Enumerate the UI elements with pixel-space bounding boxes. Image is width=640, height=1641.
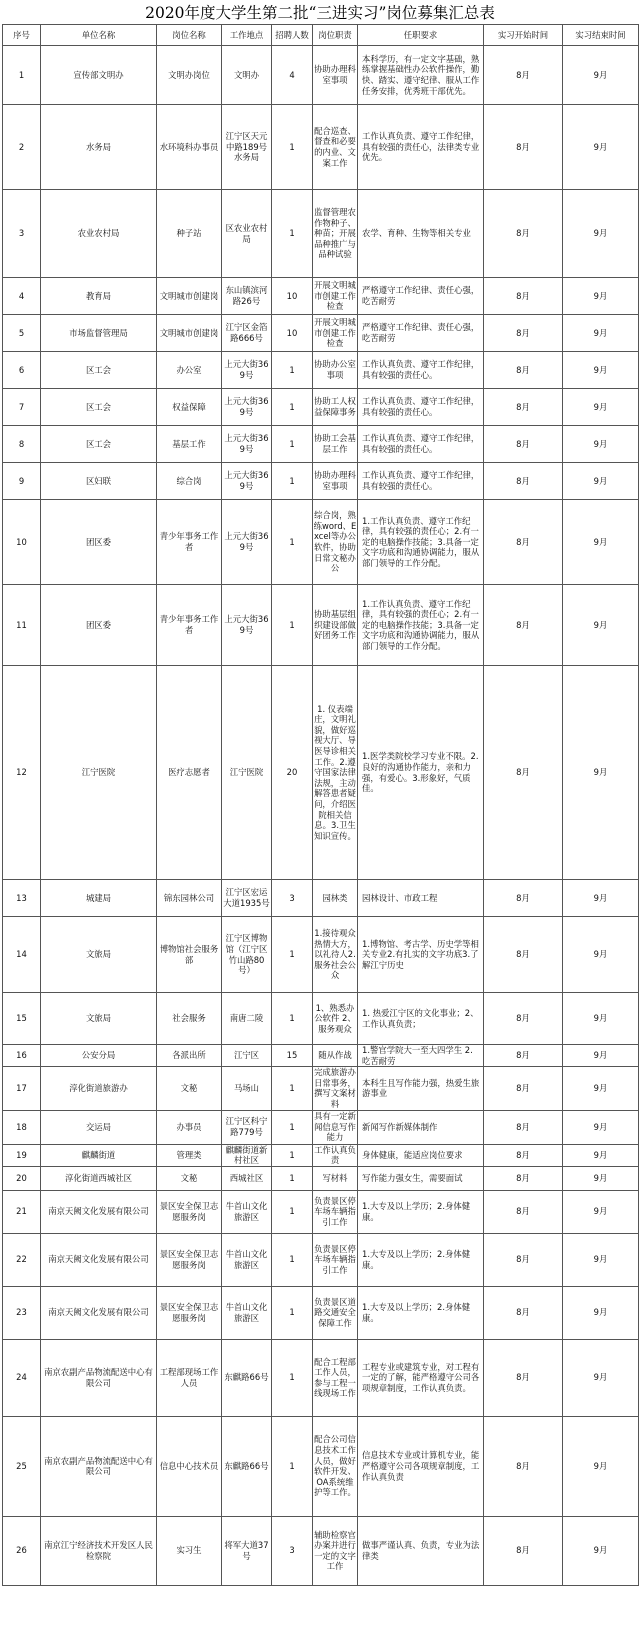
cell-place: 南唐二陵 <box>222 993 272 1045</box>
cell-requirements: 1.博物馆、考古学、历史学等相关专业2.有扎实的文字功底3.了解江宁历史 <box>358 917 484 993</box>
cell-start: 8月 <box>484 880 563 917</box>
cell-no: 18 <box>3 1110 41 1144</box>
cell-duty: 协助办理科室事项 <box>313 463 358 500</box>
cell-requirements: 工程专业或建筑专业，对工程有一定的了解，能严格遵守公司各项规章制度，工作认真负责。 <box>358 1339 484 1416</box>
cell-unit: 麒麟街道 <box>41 1144 157 1166</box>
col-header-requirements: 任职要求 <box>358 25 484 46</box>
cell-requirements: 1.警官学院大一至大四学生 2.吃苦耐劳 <box>358 1045 484 1067</box>
cell-requirements: 本科学历，有一定文字基础，熟练掌握基础性办公软件操作，勤快、踏实、遵守纪律、服从工作任务安排，优秀班干部优先。 <box>358 46 484 105</box>
cell-place: 上元大街369号 <box>222 500 272 585</box>
cell-requirements: 1.工作认真负责、遵守工作纪律，具有较强的责任心；2.有一定的电脑操作技能；3.具备一定文字功底和沟通协调能力，服从部门领导的工作分配。 <box>358 585 484 666</box>
cell-no: 1 <box>3 46 41 105</box>
cell-place: 江宁区 <box>222 1045 272 1067</box>
cell-no: 12 <box>3 666 41 880</box>
table-row <box>3 426 639 463</box>
cell-end: 9月 <box>563 993 639 1045</box>
table-row <box>3 1233 639 1286</box>
cell-end: 9月 <box>563 1190 639 1233</box>
cell-unit: 农业农村局 <box>41 190 157 278</box>
cell-unit: 公安分局 <box>41 1045 157 1067</box>
cell-end: 9月 <box>563 1286 639 1339</box>
cell-unit: 南京天阙文化发展有限公司 <box>41 1190 157 1233</box>
cell-end: 9月 <box>563 46 639 105</box>
cell-count: 1 <box>272 1166 313 1190</box>
cell-no: 24 <box>3 1339 41 1416</box>
table-row <box>3 1166 639 1190</box>
cell-place: 江宁区科宁路779号 <box>222 1110 272 1144</box>
cell-place: 上元大街369号 <box>222 463 272 500</box>
cell-no: 26 <box>3 1516 41 1585</box>
cell-place: 文明办 <box>222 46 272 105</box>
cell-place: 马场山 <box>222 1067 272 1110</box>
table-row <box>3 46 639 105</box>
cell-no: 7 <box>3 389 41 426</box>
cell-count: 20 <box>272 666 313 880</box>
cell-start: 8月 <box>484 105 563 190</box>
cell-end: 9月 <box>563 880 639 917</box>
cell-place: 东麒路66号 <box>222 1416 272 1516</box>
table-row <box>3 1190 639 1233</box>
col-header-post: 岗位名称 <box>157 25 222 46</box>
cell-duty: 协助基层组织建设部做好团务工作 <box>313 585 358 666</box>
cell-requirements: 园林设计、市政工程 <box>358 880 484 917</box>
cell-start: 8月 <box>484 1110 563 1144</box>
cell-unit: 教育局 <box>41 278 157 315</box>
cell-place: 牛首山文化旅游区 <box>222 1190 272 1233</box>
cell-start: 8月 <box>484 1144 563 1166</box>
cell-no: 2 <box>3 105 41 190</box>
cell-place: 江宁医院 <box>222 666 272 880</box>
table-row <box>3 993 639 1045</box>
cell-unit: 南京农副产品物流配送中心有限公司 <box>41 1339 157 1416</box>
cell-requirements: 严格遵守工作纪律、责任心强，吃苦耐劳 <box>358 315 484 352</box>
cell-no: 21 <box>3 1190 41 1233</box>
cell-start: 8月 <box>484 1516 563 1585</box>
cell-duty: 综合岗，熟练word、Excel等办公软件，协助日常文秘办公 <box>313 500 358 585</box>
cell-requirements: 本科生且写作能力强，热爱生旅游事业 <box>358 1067 484 1110</box>
cell-unit: 团区委 <box>41 585 157 666</box>
table-row <box>3 917 639 993</box>
cell-requirements: 1.大专及以上学历；2.身体健康。 <box>358 1233 484 1286</box>
cell-place: 上元大街369号 <box>222 352 272 389</box>
cell-end: 9月 <box>563 1339 639 1416</box>
cell-no: 10 <box>3 500 41 585</box>
cell-place: 江宁区宏运大道1935号 <box>222 880 272 917</box>
cell-duty: 负责景区道路交通安全保障工作 <box>313 1286 358 1339</box>
cell-post: 景区安全保卫志愿服务岗 <box>157 1190 222 1233</box>
cell-no: 25 <box>3 1416 41 1516</box>
table-row <box>3 500 639 585</box>
cell-count: 10 <box>272 278 313 315</box>
table-row <box>3 105 639 190</box>
table-row <box>3 389 639 426</box>
cell-post: 综合岗 <box>157 463 222 500</box>
cell-requirements: 农学、育种、生物等相关专业 <box>358 190 484 278</box>
cell-unit: 文旅局 <box>41 993 157 1045</box>
col-header-count: 招聘人数 <box>272 25 313 46</box>
cell-unit: 文旅局 <box>41 917 157 993</box>
cell-unit: 水务局 <box>41 105 157 190</box>
recruitment-table <box>2 24 639 1586</box>
cell-post: 信息中心技术员 <box>157 1416 222 1516</box>
cell-count: 1 <box>272 917 313 993</box>
cell-place: 东山镇滨河路26号 <box>222 278 272 315</box>
cell-duty: 协助办理科室事项 <box>313 46 358 105</box>
cell-start: 8月 <box>484 1286 563 1339</box>
cell-end: 9月 <box>563 666 639 880</box>
cell-unit: 交运局 <box>41 1110 157 1144</box>
cell-unit: 区工会 <box>41 426 157 463</box>
cell-requirements: 严格遵守工作纪律、责任心强，吃苦耐劳 <box>358 278 484 315</box>
cell-post: 医疗志愿者 <box>157 666 222 880</box>
cell-end: 9月 <box>563 105 639 190</box>
cell-start: 8月 <box>484 46 563 105</box>
cell-unit: 南京天阙文化发展有限公司 <box>41 1286 157 1339</box>
cell-requirements: 工作认真负责、遵守工作纪律，具有较强的责任心。 <box>358 426 484 463</box>
cell-end: 9月 <box>563 917 639 993</box>
cell-duty: 辅助检察官办案并进行一定的文字工作 <box>313 1516 358 1585</box>
cell-end: 9月 <box>563 1110 639 1144</box>
cell-unit: 南京天阙文化发展有限公司 <box>41 1233 157 1286</box>
cell-duty: 协助工会基层工作 <box>313 426 358 463</box>
cell-count: 15 <box>272 1045 313 1067</box>
cell-no: 15 <box>3 993 41 1045</box>
cell-post: 实习生 <box>157 1516 222 1585</box>
cell-duty: 配合公司信息技术工作人员，做好软件开发、OA系统维护等工作。 <box>313 1416 358 1516</box>
cell-no: 5 <box>3 315 41 352</box>
cell-end: 9月 <box>563 463 639 500</box>
cell-requirements: 做事严谨认真、负责，专业为法律类 <box>358 1516 484 1585</box>
cell-count: 1 <box>272 993 313 1045</box>
cell-requirements: 1. 热爱江宁区的文化事业；2、工作认真负责； <box>358 993 484 1045</box>
cell-end: 9月 <box>563 1144 639 1166</box>
cell-post: 办公室 <box>157 352 222 389</box>
cell-start: 8月 <box>484 389 563 426</box>
cell-unit: 区妇联 <box>41 463 157 500</box>
cell-place: 江宁区天元中路189号水务局 <box>222 105 272 190</box>
cell-post: 文明城市创建岗 <box>157 315 222 352</box>
cell-end: 9月 <box>563 500 639 585</box>
cell-end: 9月 <box>563 190 639 278</box>
cell-requirements: 信息技术专业或计算机专业，能严格遵守公司各项规章制度，工作认真负责 <box>358 1416 484 1516</box>
table-row <box>3 1144 639 1166</box>
cell-duty: 园林类 <box>313 880 358 917</box>
cell-count: 1 <box>272 190 313 278</box>
table-row <box>3 1339 639 1416</box>
cell-start: 8月 <box>484 1166 563 1190</box>
cell-start: 8月 <box>484 426 563 463</box>
cell-count: 1 <box>272 1233 313 1286</box>
cell-post: 青少年事务工作者 <box>157 585 222 666</box>
cell-no: 16 <box>3 1045 41 1067</box>
cell-post: 文秘 <box>157 1166 222 1190</box>
cell-start: 8月 <box>484 917 563 993</box>
cell-no: 11 <box>3 585 41 666</box>
cell-count: 1 <box>272 105 313 190</box>
cell-requirements: 1.工作认真负责、遵守工作纪律，具有较强的责任心；2.有一定的电脑操作技能；3.具备一定文字功底和沟通协调能力，服从部门领导的工作分配。 <box>358 500 484 585</box>
cell-post: 青少年事务工作者 <box>157 500 222 585</box>
cell-start: 8月 <box>484 1045 563 1067</box>
cell-place: 东麒路66号 <box>222 1339 272 1416</box>
cell-place: 麒麟街道新村社区 <box>222 1144 272 1166</box>
cell-place: 西城社区 <box>222 1166 272 1190</box>
document <box>2 2 638 1586</box>
cell-count: 1 <box>272 1067 313 1110</box>
cell-requirements: 1.大专及以上学历；2.身体健康。 <box>358 1190 484 1233</box>
cell-post: 文明办岗位 <box>157 46 222 105</box>
cell-requirements: 身体健康，能适应岗位要求 <box>358 1144 484 1166</box>
col-header-start: 实习开始时间 <box>484 25 563 46</box>
cell-requirements: 工作认真负责、遵守工作纪律，具有较强的责任心。 <box>358 352 484 389</box>
cell-duty: 完成旅游办日常事务，撰写文案材料 <box>314 1067 356 1109</box>
cell-unit: 市场监督管理局 <box>41 315 157 352</box>
cell-requirements: 写作能力强女生，需要面试 <box>358 1166 484 1190</box>
col-header-no: 序号 <box>3 25 41 46</box>
cell-duty: 工作认真负责 <box>314 1144 356 1166</box>
cell-post: 权益保障 <box>157 389 222 426</box>
cell-post: 水环境科办事员 <box>157 105 222 190</box>
cell-no: 19 <box>3 1144 41 1166</box>
cell-start: 8月 <box>484 1233 563 1286</box>
cell-end: 9月 <box>563 1516 639 1585</box>
cell-no: 14 <box>3 917 41 993</box>
cell-no: 4 <box>3 278 41 315</box>
cell-unit: 宣传部文明办 <box>41 46 157 105</box>
cell-place: 上元大街369号 <box>222 389 272 426</box>
cell-start: 8月 <box>484 190 563 278</box>
cell-count: 1 <box>272 389 313 426</box>
cell-unit: 区工会 <box>41 352 157 389</box>
table-row <box>3 1067 639 1110</box>
cell-duty: 随从作战 <box>313 1045 358 1067</box>
cell-no: 13 <box>3 880 41 917</box>
cell-duty: 负责景区停车场车辆指引工作 <box>313 1190 358 1233</box>
cell-count: 1 <box>272 1286 313 1339</box>
col-header-end: 实习结束时间 <box>563 25 639 46</box>
table-row <box>3 1045 639 1067</box>
cell-count: 3 <box>272 1516 313 1585</box>
cell-post: 社会服务 <box>157 993 222 1045</box>
cell-no: 22 <box>3 1233 41 1286</box>
cell-post: 基层工作 <box>157 426 222 463</box>
col-header-place: 工作地点 <box>222 25 272 46</box>
table-row <box>3 1516 639 1585</box>
cell-start: 8月 <box>484 1067 563 1110</box>
col-header-unit: 单位名称 <box>41 25 157 46</box>
cell-count: 1 <box>272 426 313 463</box>
cell-start: 8月 <box>484 315 563 352</box>
cell-start: 8月 <box>484 352 563 389</box>
cell-duty: 配合巡查、督查和必要的内业、文案工作 <box>313 105 358 190</box>
cell-duty: 具有一定新闻信息写作能力 <box>314 1111 356 1143</box>
table-row <box>3 1286 639 1339</box>
cell-unit: 团区委 <box>41 500 157 585</box>
cell-start: 8月 <box>484 1190 563 1233</box>
cell-no: 23 <box>3 1286 41 1339</box>
cell-duty: 负责景区停车场车辆指引工作 <box>313 1233 358 1286</box>
cell-start: 8月 <box>484 585 563 666</box>
cell-post: 景区安全保卫志愿服务岗 <box>157 1233 222 1286</box>
cell-post: 管理类 <box>157 1144 222 1166</box>
cell-duty: 1、熟悉办公软件 2、服务观众 <box>313 993 358 1045</box>
cell-count: 1 <box>272 1110 313 1144</box>
table-row <box>3 1110 639 1144</box>
cell-place: 江宁区金箔路666号 <box>222 315 272 352</box>
cell-unit: 江宁医院 <box>41 666 157 880</box>
cell-count: 1 <box>272 1190 313 1233</box>
cell-no: 9 <box>3 463 41 500</box>
cell-duty: 协助工人权益保障事务 <box>313 389 358 426</box>
cell-start: 8月 <box>484 463 563 500</box>
cell-end: 9月 <box>563 278 639 315</box>
table-row <box>3 1416 639 1516</box>
cell-unit: 区工会 <box>41 389 157 426</box>
cell-unit: 淳化街道旅游办 <box>41 1067 157 1110</box>
cell-requirements: 工作认真负责、遵守工作纪律，具有较强的责任心。 <box>358 389 484 426</box>
cell-post: 各派出所 <box>157 1045 222 1067</box>
cell-unit: 淳化街道西城社区 <box>41 1166 157 1190</box>
cell-place: 牛首山文化旅游区 <box>222 1286 272 1339</box>
cell-post: 办事员 <box>157 1110 222 1144</box>
cell-unit: 城建局 <box>41 880 157 917</box>
cell-duty: 写材料 <box>313 1166 358 1190</box>
cell-post: 工程部现场工作人员 <box>157 1339 222 1416</box>
cell-post: 博物馆社会服务部 <box>157 917 222 993</box>
cell-requirements: 1.大专及以上学历；2.身体健康。 <box>358 1286 484 1339</box>
cell-duty: 开展文明城市创建工作检查 <box>313 315 358 352</box>
col-header-duty: 岗位职责 <box>313 25 358 46</box>
cell-count: 1 <box>272 463 313 500</box>
cell-start: 8月 <box>484 1339 563 1416</box>
cell-end: 9月 <box>563 315 639 352</box>
table-row <box>3 585 639 666</box>
table-row <box>3 666 639 880</box>
cell-end: 9月 <box>563 585 639 666</box>
cell-end: 9月 <box>563 426 639 463</box>
cell-requirements: 工作认真负责、遵守工作纪律，具有较强的责任心，法律类专业优先。 <box>358 105 484 190</box>
cell-unit: 南京江宁经济技术开发区人民检察院 <box>41 1516 157 1585</box>
cell-place: 将军大道37号 <box>222 1516 272 1585</box>
cell-no: 8 <box>3 426 41 463</box>
cell-count: 1 <box>272 1339 313 1416</box>
cell-no: 20 <box>3 1166 41 1190</box>
cell-start: 8月 <box>484 1416 563 1516</box>
cell-count: 4 <box>272 46 313 105</box>
table-row <box>3 352 639 389</box>
table-row <box>3 315 639 352</box>
table-row <box>3 463 639 500</box>
cell-requirements: 新闻写作新媒体制作 <box>358 1110 484 1144</box>
cell-count: 3 <box>272 880 313 917</box>
cell-place: 牛首山文化旅游区 <box>222 1233 272 1286</box>
table-row <box>3 278 639 315</box>
cell-count: 1 <box>272 585 313 666</box>
cell-duty: 监督管理农作物种子、种苗；开展品种推广与品种试验 <box>313 190 358 278</box>
cell-duty: 1.接待观众热情大方，以礼待人2.服务社会公众 <box>313 917 358 993</box>
cell-end: 9月 <box>563 1045 639 1067</box>
cell-post: 锦东园林公司 <box>157 880 222 917</box>
cell-place: 上元大街369号 <box>222 426 272 463</box>
document-title: 2020年度大学生第二批“三进实习”岗位募集汇总表 <box>145 4 495 22</box>
cell-start: 8月 <box>484 500 563 585</box>
cell-end: 9月 <box>563 389 639 426</box>
cell-duty: 开展文明城市创建工作检查 <box>313 278 358 315</box>
table-row <box>3 880 639 917</box>
cell-end: 9月 <box>563 1067 639 1110</box>
cell-duty: 协助办公室事项 <box>313 352 358 389</box>
cell-unit: 南京农副产品物流配送中心有限公司 <box>41 1416 157 1516</box>
cell-post: 文明城市创建岗 <box>157 278 222 315</box>
cell-place: 上元大街369号 <box>222 585 272 666</box>
cell-post: 种子站 <box>157 190 222 278</box>
cell-no: 3 <box>3 190 41 278</box>
cell-no: 17 <box>3 1067 41 1110</box>
cell-count: 1 <box>272 500 313 585</box>
cell-count: 1 <box>272 352 313 389</box>
cell-count: 1 <box>272 1144 313 1166</box>
cell-place: 区农业农村局 <box>222 190 272 278</box>
cell-end: 9月 <box>563 1416 639 1516</box>
cell-start: 8月 <box>484 993 563 1045</box>
cell-count: 10 <box>272 315 313 352</box>
cell-post: 景区安全保卫志愿服务岗 <box>157 1286 222 1339</box>
cell-duty: 1. 仪表端庄，文明礼貌，做好巡视大厅、导医导诊相关工作。2.遵守国家法律法规，主动解答患者疑问，介绍医院相关信息。3.卫生知识宣传。 <box>313 666 358 880</box>
header-row <box>3 25 639 46</box>
cell-end: 9月 <box>563 1166 639 1190</box>
table-row <box>3 190 639 278</box>
cell-start: 8月 <box>484 666 563 880</box>
cell-no: 6 <box>3 352 41 389</box>
cell-end: 9月 <box>563 352 639 389</box>
cell-start: 8月 <box>484 278 563 315</box>
cell-duty: 配合工程部工作人员，参与工程一线现场工作 <box>313 1339 358 1416</box>
cell-place: 江宁区博物馆（江宁区竹山路80号） <box>222 917 272 993</box>
cell-requirements: 1.医学类院校学习专业不限。2.良好的沟通协作能力，亲和力强，有爱心。3.形象好，气质佳。 <box>358 666 484 880</box>
cell-requirements: 工作认真负责、遵守工作纪律，具有较强的责任心。 <box>358 463 484 500</box>
cell-count: 1 <box>272 1416 313 1516</box>
cell-post: 文秘 <box>157 1067 222 1110</box>
cell-end: 9月 <box>563 1233 639 1286</box>
